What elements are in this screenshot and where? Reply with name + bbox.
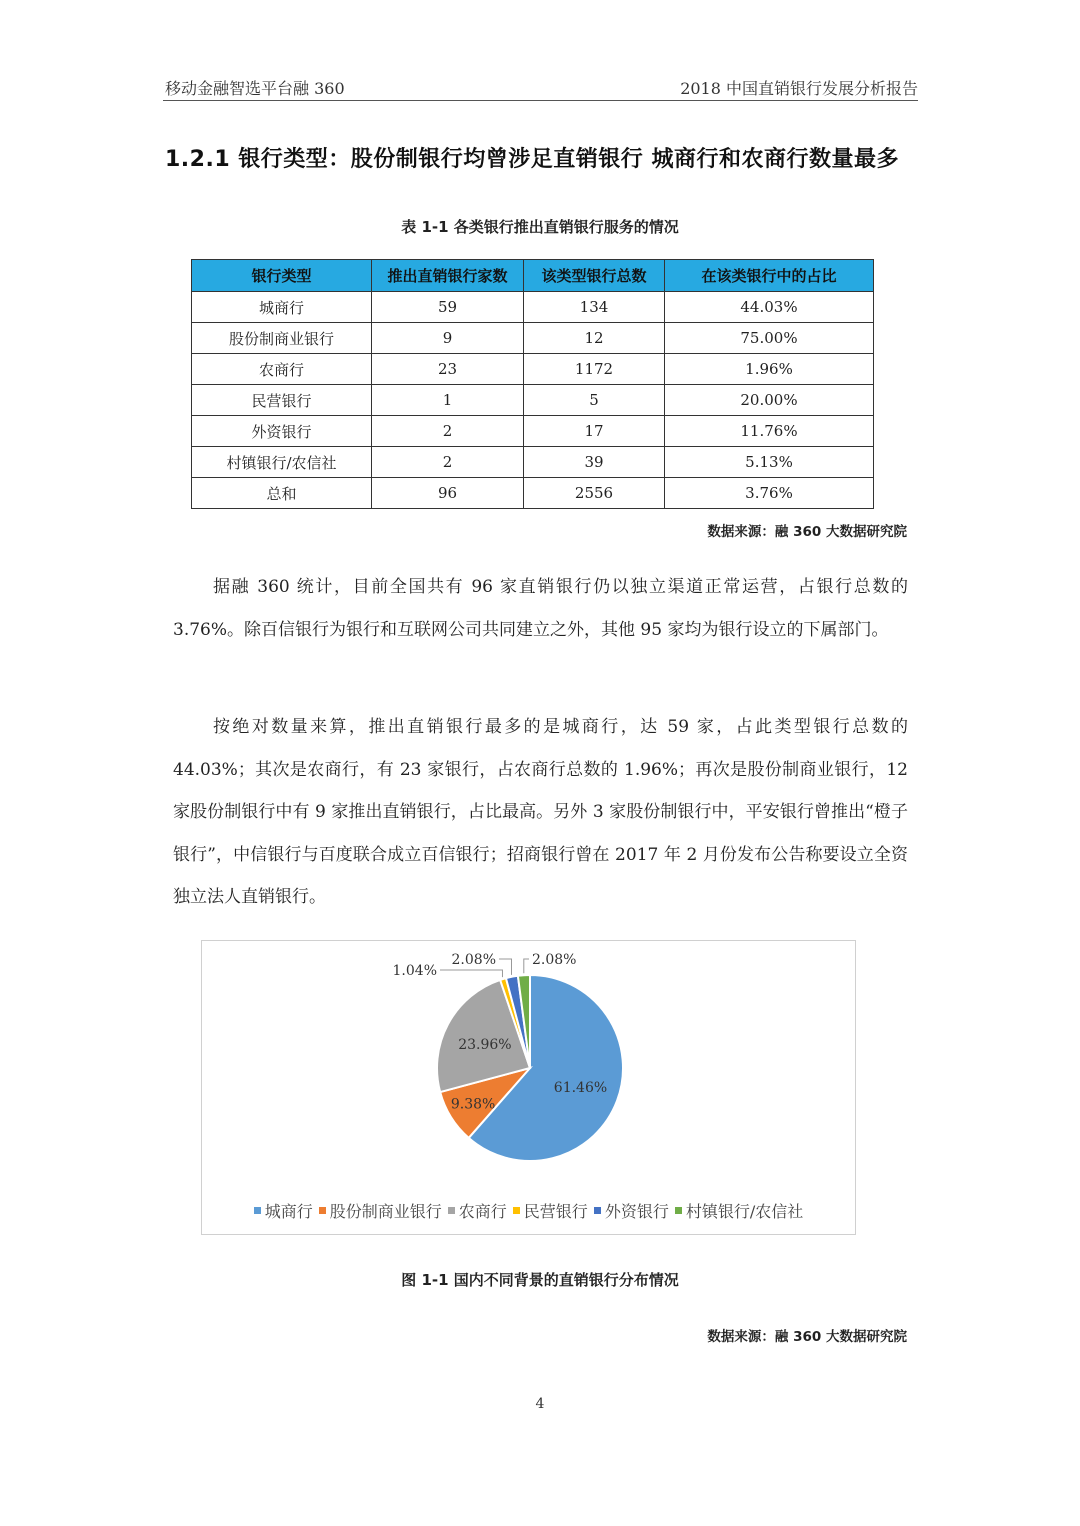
legend-item: [254, 1199, 313, 1222]
pie-leader-line: [499, 959, 511, 975]
table-cell: 59: [372, 292, 524, 323]
legend-label: 城商行: [264, 1202, 313, 1221]
table-cell: 39: [524, 447, 665, 478]
table-header-row: [192, 260, 874, 292]
table-cell: 11.76%: [665, 416, 874, 447]
table-header-cell: 银行类型: [192, 260, 372, 292]
table-cell: 2: [372, 447, 524, 478]
pie-leader-line: [524, 959, 529, 973]
legend-swatch: [319, 1207, 326, 1214]
legend-label: 股份制商业银行: [329, 1202, 442, 1221]
legend-item: [513, 1199, 588, 1222]
paragraph: 据融 360 统计，目前全国共有 96 家直销银行仍以独立渠道正常运营，占银行总数的 3.76%。除百信银行为银行和互联网公司共同建立之外，其他 95 家均为银行设立的下属部门。: [173, 577, 908, 640]
table-cell: 3.76%: [665, 478, 874, 509]
table-row: [192, 323, 874, 354]
legend-swatch: [448, 1207, 455, 1214]
table-cell: 农商行: [192, 354, 372, 385]
legend-label: 农商行: [458, 1202, 507, 1221]
table-cell: 城商行: [192, 292, 372, 323]
legend-item: [319, 1199, 442, 1222]
table-cell: 20.00%: [665, 385, 874, 416]
pie-data-label: 9.38%: [450, 1096, 496, 1113]
legend-swatch: [675, 1207, 682, 1214]
table-cell: 5.13%: [665, 447, 874, 478]
table-cell: 1.96%: [665, 354, 874, 385]
table-cell: 1: [372, 385, 524, 416]
table-cell: 75.00%: [665, 323, 874, 354]
table-cell: 12: [524, 323, 665, 354]
header-left: 移动金融智选平台融 360: [165, 79, 345, 98]
table-cell: 44.03%: [665, 292, 874, 323]
pie-chart: [201, 940, 856, 1235]
table-cell: 股份制商业银行: [192, 323, 372, 354]
table-cell: 2556: [524, 478, 665, 509]
table-cell: 村镇银行/农信社: [192, 447, 372, 478]
table-source: 数据来源：融 360 大数据研究院: [707, 524, 907, 540]
table-cell: 总和: [192, 478, 372, 509]
table-cell: 1172: [524, 354, 665, 385]
pie-data-label: 23.96%: [458, 1036, 512, 1053]
legend-item: [675, 1199, 803, 1222]
table-cell: 17: [524, 416, 665, 447]
legend-item: [448, 1199, 507, 1222]
legend-swatch: [594, 1207, 601, 1214]
table-cell: 134: [524, 292, 665, 323]
table-cell: 民营银行: [192, 385, 372, 416]
table-row: [192, 385, 874, 416]
table-header-cell: 推出直销银行家数: [372, 260, 524, 292]
pie-data-label: 2.08%: [451, 952, 496, 968]
table-cell: 23: [372, 354, 524, 385]
legend-swatch: [254, 1207, 261, 1214]
pie-leader-line: [440, 970, 502, 977]
legend-label: 外资银行: [604, 1202, 669, 1221]
figure-source: 数据来源：融 360 大数据研究院: [707, 1329, 907, 1345]
table-row: [192, 354, 874, 385]
pie-data-label: 61.46%: [553, 1080, 608, 1097]
table-cell: 外资银行: [192, 416, 372, 447]
legend-label: 村镇银行/农信社: [685, 1202, 804, 1221]
page-number: 4: [535, 1396, 545, 1412]
pie-data-label: 2.08%: [532, 952, 577, 968]
legend-label: 民营银行: [523, 1202, 588, 1221]
table-row: [192, 416, 874, 447]
table-row: [192, 447, 874, 478]
section-title: 1.2.1 银行类型：股份制银行均曾涉足直销银行 城商行和农商行数量最多: [165, 147, 899, 172]
table-cell: 5: [524, 385, 665, 416]
bank-type-table: [191, 259, 874, 509]
pie-data-label: 1.04%: [392, 963, 437, 979]
header-rule: [163, 100, 918, 101]
table-row: [192, 292, 874, 323]
table-cell: 9: [372, 323, 524, 354]
pie-chart-svg: [202, 941, 855, 1191]
table-caption: 表 1-1 各类银行推出直销银行服务的情况: [401, 218, 679, 236]
header-right: 2018 中国直销银行发展分析报告: [680, 79, 918, 98]
table-header-cell: 在该类银行中的占比: [665, 260, 874, 292]
table-header-cell: 该类型银行总数: [524, 260, 665, 292]
chart-legend: [202, 1199, 855, 1222]
paragraph: 按绝对数量来算，推出直销银行最多的是城商行，达 59 家，占此类型银行总数的 44.03%；其次是农商行，有 23 家银行，占农商行总数的 1.96%；再次是股份制商业银行，12 家股份制银行中有 9 家推出直销银行，占比最高。另外 3 家股份制银行中，平安银行曾推出“橙子银行”，中信银行与百度联合成立百信银行；招商银行曾在 2017 年 2 月份发布公告称要设立全资独立法人直销银行。: [173, 717, 908, 907]
legend-swatch: [513, 1207, 520, 1214]
legend-item: [594, 1199, 669, 1222]
table-row-total: [192, 478, 874, 509]
table-cell: 96: [372, 478, 524, 509]
table-cell: 2: [372, 416, 524, 447]
figure-caption: 图 1-1 国内不同背景的直销银行分布情况: [401, 1271, 679, 1289]
